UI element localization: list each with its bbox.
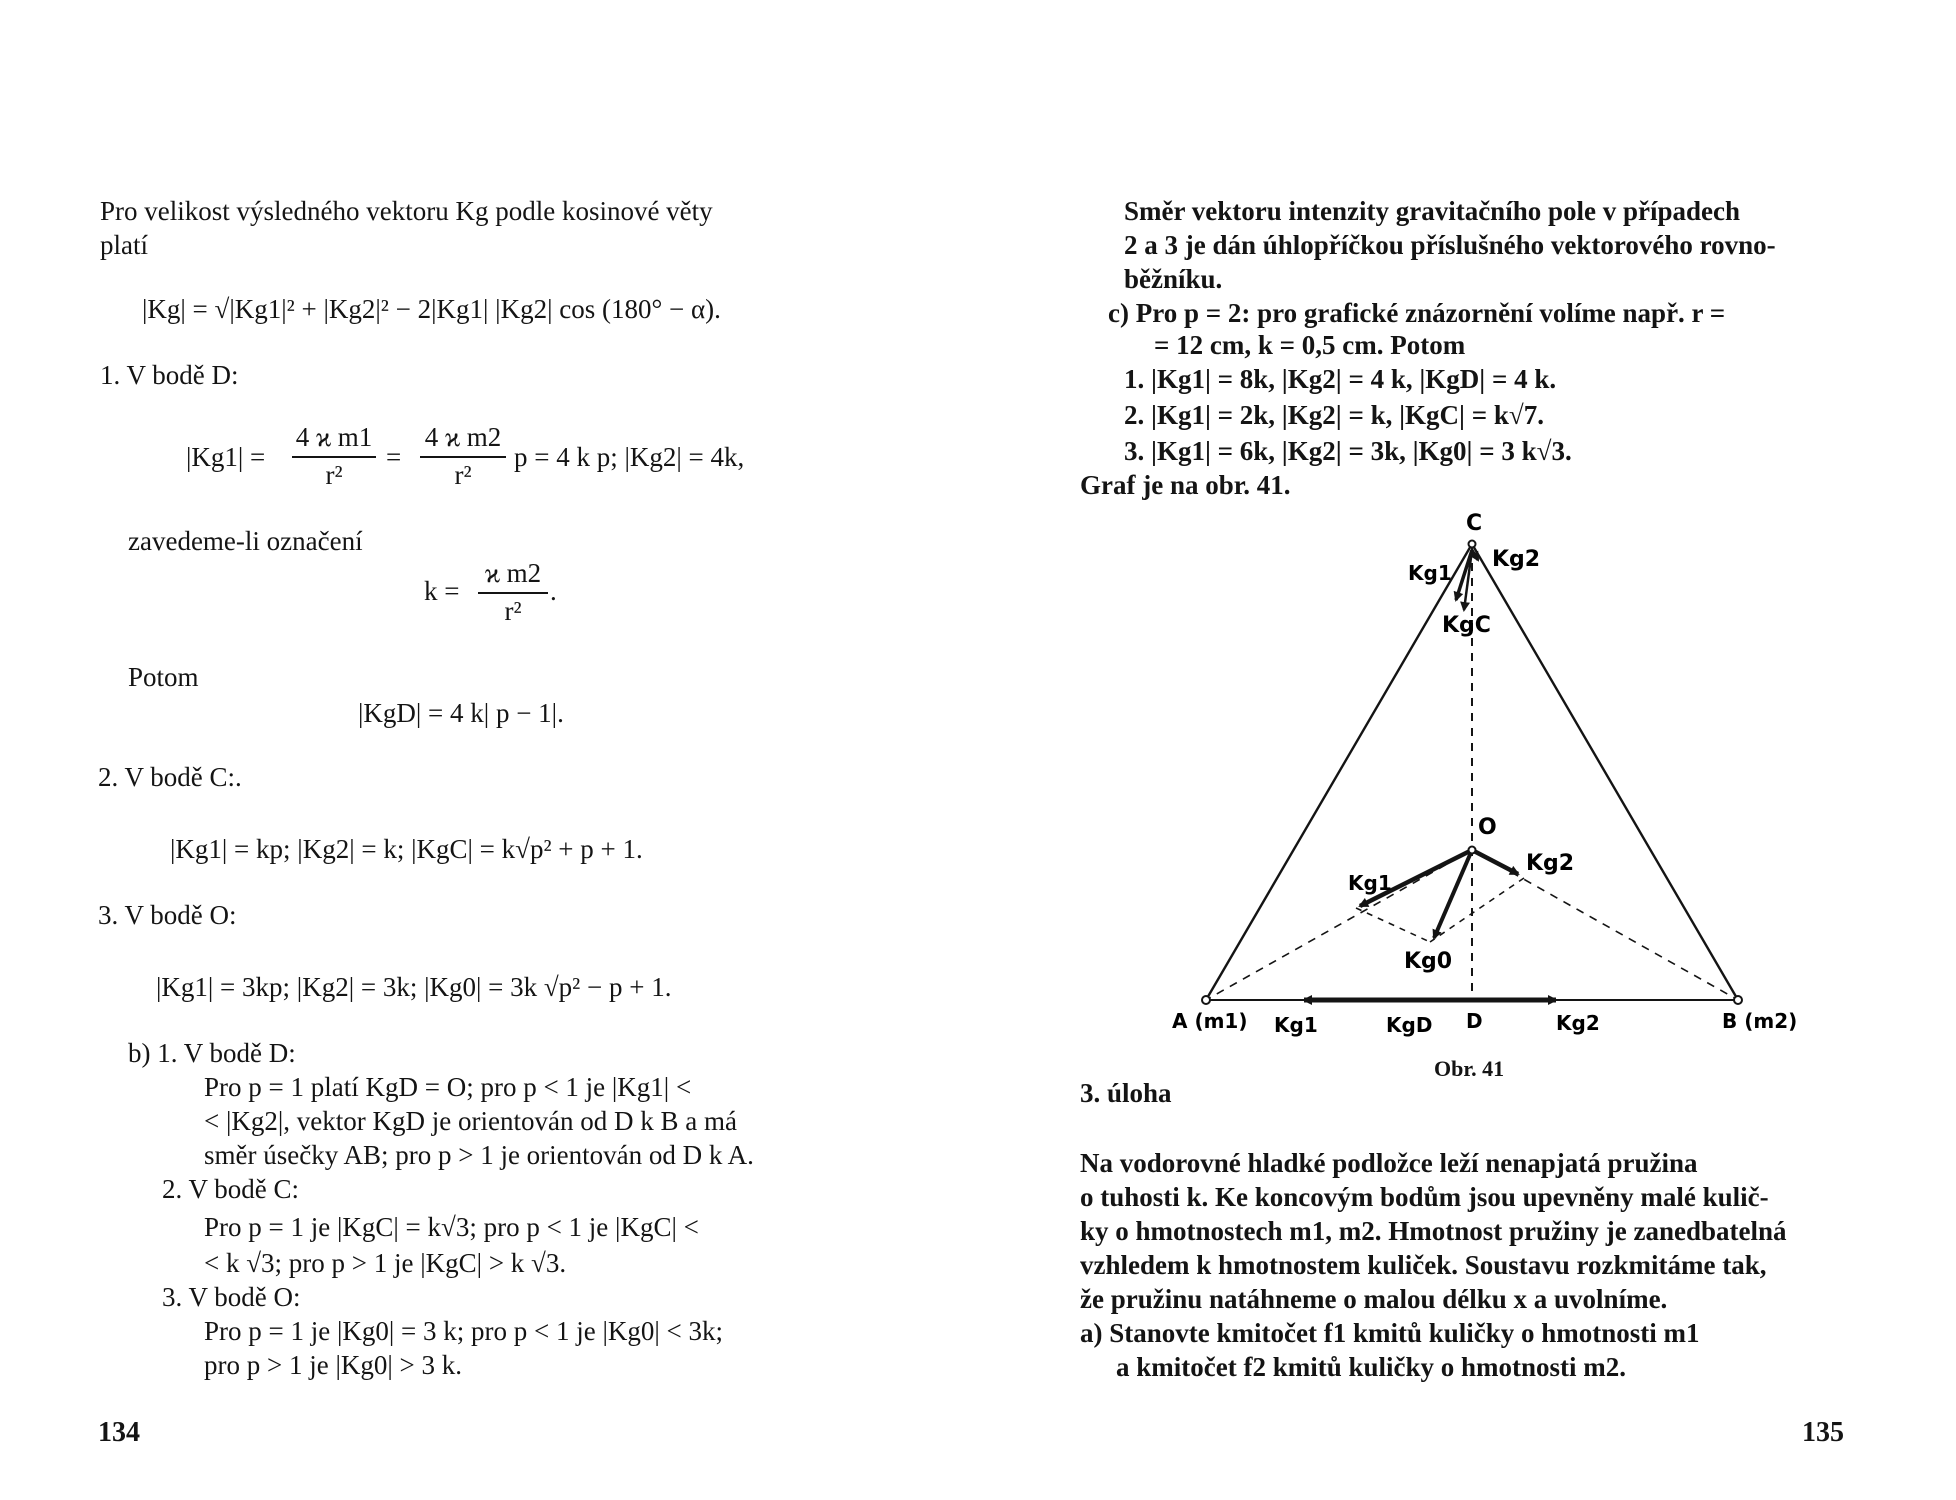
point-c — [1469, 541, 1476, 548]
label-a: A (m1) — [1172, 1009, 1248, 1033]
k-numerator: ϰ m2 — [484, 558, 542, 588]
point-a — [1202, 996, 1210, 1004]
dash-oa — [1206, 850, 1472, 1000]
page-number-left: 134 — [98, 1417, 140, 1448]
p1-line-2: 2 a 3 je dán úhlopříčkou příslušného vektorového rovno- — [1124, 230, 1776, 260]
task-line-2: o tuhosti k. Ke koncovým bodům jsou upevněny malé kulič- — [1080, 1182, 1769, 1212]
paral-dash-1 — [1356, 908, 1430, 942]
task-line-7: a kmitočet f2 kmitů kuličky o hmotnosti m2. — [1116, 1352, 1627, 1382]
label-b: B (m2) — [1722, 1009, 1798, 1033]
c-line-5: 3. |Kg1| = 6k, |Kg2| = 3k, |Kg0| = 3 k√3. — [1124, 436, 1572, 466]
frac2-denominator: r² — [454, 460, 472, 490]
task-line-5: že pružinu natáhneme o malou délku x a uvolníme. — [1080, 1284, 1668, 1314]
intro-line-2: platí — [100, 230, 148, 260]
label-kg1-top: Kg1 — [1408, 561, 1452, 585]
label-kg2-top: Kg2 — [1492, 547, 1541, 572]
task-line-4: vzhledem k hmotnostem kuliček. Soustavu rozkmitáme tak, — [1080, 1250, 1767, 1280]
point-o — [1469, 847, 1476, 854]
b-line-2: Pro p = 1 platí KgD = O; pro p < 1 je |Kg1| < — [204, 1072, 692, 1102]
label-kgc: KgC — [1442, 613, 1491, 638]
formula-cosine-rule: |Kg| = √|Kg1|² + |Kg2|² − 2|Kg1| |Kg2| cos (180° − α). — [142, 294, 721, 324]
c-line-2: = 12 cm, k = 0,5 cm. Potom — [1154, 330, 1466, 360]
p1-line-3: běžníku. — [1124, 264, 1223, 294]
task-line-3: ky o hmotnostech m1, m2. Hmotnost pružiny je zanedbatelná — [1080, 1216, 1787, 1246]
b-line-7: < k √3; pro p > 1 je |KgC| > k √3. — [204, 1248, 567, 1278]
k-denominator: r² — [504, 596, 522, 626]
label-kg2-mid: Kg2 — [1526, 851, 1575, 876]
point-o-heading: 3. V bodě O: — [98, 900, 237, 930]
formula-kg1-left: |Kg1| = — [186, 442, 266, 472]
k-definition-left: k = — [424, 576, 460, 606]
c-line-4: 2. |Kg1| = 2k, |Kg2| = k, |KgC| = k√7. — [1124, 400, 1544, 430]
b-line-10: pro p > 1 je |Kg0| > 3 k. — [204, 1350, 462, 1380]
task-line-1: Na vodorovné hladké podložce leží nenapjatá pružina — [1080, 1148, 1698, 1178]
intro-line-1: Pro velikost výsledného vektoru Kg podle kosinové věty — [100, 196, 713, 226]
point-c-heading: 2. V bodě C:. — [98, 762, 242, 792]
task-heading: 3. úloha — [1080, 1078, 1172, 1108]
b-line-6: Pro p = 1 je |KgC| = k√3; pro p < 1 je |KgC| < — [204, 1212, 699, 1242]
p1-line-1: Směr vektoru intenzity gravitačního pole v případech — [1124, 196, 1740, 226]
task-line-6: a) Stanovte kmitočet f1 kmitů kuličky o hmotnosti m1 — [1080, 1318, 1700, 1348]
frac2-numerator: 4 ϰ m2 — [424, 422, 502, 452]
frac1-denominator: r² — [325, 460, 343, 490]
c-line-3: 1. |Kg1| = 8k, |Kg2| = 4 k, |KgD| = 4 k. — [1124, 364, 1557, 394]
graf-line: Graf je na obr. 41. — [1080, 470, 1291, 500]
label-kg1-mid: Kg1 — [1348, 871, 1392, 895]
page-number-right: 135 — [1802, 1417, 1844, 1448]
label-kg2-bottom: Kg2 — [1556, 1011, 1600, 1035]
label-kg0: Kg0 — [1404, 949, 1453, 974]
formula-kgd: |KgD| = 4 k| p − 1|. — [358, 698, 564, 728]
potom-label: Potom — [128, 662, 199, 692]
right-page — [978, 0, 1956, 1500]
label-kg1-bottom: Kg1 — [1274, 1013, 1318, 1037]
zavedeme-line: zavedeme-li označení — [128, 526, 363, 556]
triangle-side-bc — [1472, 544, 1738, 1000]
b-line-1: b) 1. V bodě D: — [128, 1038, 296, 1068]
formula-kg1-eq: = — [386, 442, 402, 472]
b-line-5: 2. V bodě C: — [162, 1174, 300, 1204]
label-o: O — [1478, 815, 1497, 840]
label-c: C — [1466, 511, 1483, 536]
b-line-9: Pro p = 1 je |Kg0| = 3 k; pro p < 1 je |Kg0| < 3k; — [204, 1316, 723, 1346]
vector-kg0-at-o — [1434, 850, 1472, 938]
point-b — [1734, 996, 1742, 1004]
triangle-side-ac — [1206, 544, 1472, 1000]
b-line-4: směr úsečky AB; pro p > 1 je orientován od D k A. — [204, 1140, 754, 1170]
label-d: D — [1466, 1009, 1483, 1033]
formula-point-c: |Kg1| = kp; |Kg2| = k; |KgC| = k√p² + p + 1. — [170, 834, 643, 864]
formula-point-o: |Kg1| = 3kp; |Kg2| = 3k; |Kg0| = 3k √p² − p + 1. — [156, 972, 672, 1002]
formula-kg1-right: p = 4 k p; |Kg2| = 4k, — [514, 442, 745, 472]
label-kgd: KgD — [1386, 1013, 1433, 1037]
vector-kg2-at-o — [1472, 850, 1518, 874]
k-dot: . — [550, 576, 557, 606]
point-d-heading: 1. V bodě D: — [100, 360, 239, 390]
frac1-numerator: 4 ϰ m1 — [295, 422, 373, 452]
b-line-8: 3. V bodě O: — [162, 1282, 301, 1312]
figure-caption: Obr. 41 — [1434, 1056, 1505, 1081]
c-line-1: c) Pro p = 2: pro grafické znázornění volíme např. r = — [1108, 298, 1726, 328]
b-line-3: < |Kg2|, vektor KgD je orientován od D k B a má — [204, 1106, 737, 1136]
